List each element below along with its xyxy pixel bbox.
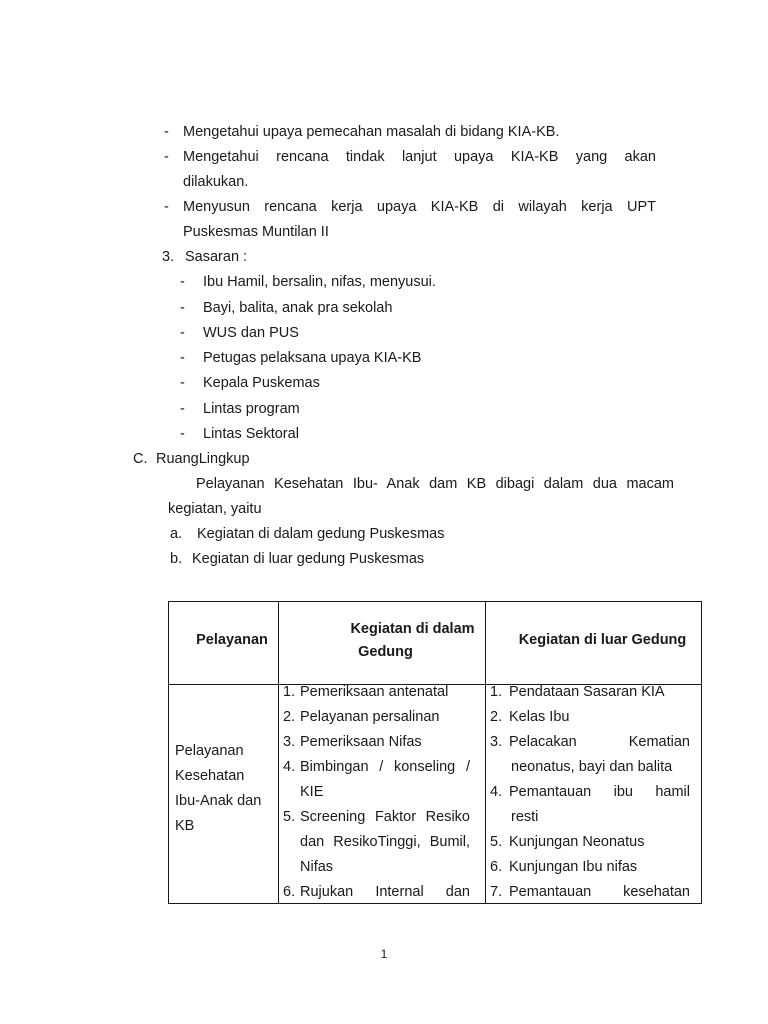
section-c-heading: RuangLingkup	[156, 451, 250, 467]
header-kegiatan-luar: Kegiatan di luar Gedung	[486, 602, 702, 685]
inside-activities-cell: 1. Pemeriksaan antenatal 2. Pelayanan persalinan 3. Pemeriksaan Nifas 4. Bimbingan / konseling / KIE 5. Screening Faktor Resiko dan ResikoTinggi, Bumil, Nifas 6. Rujukan Internal dan	[279, 685, 486, 904]
section-c-letter: C.	[133, 451, 148, 467]
sasaran-dash: -	[180, 325, 185, 341]
sasaran-item: Lintas Sektoral	[203, 426, 299, 442]
sasaran-dash: -	[180, 300, 185, 316]
objective-3-line-2: Puskesmas Muntilan II	[183, 224, 329, 240]
sasaran-item: Ibu Hamil, bersalin, nifas, menyusui.	[203, 274, 436, 290]
sasaran-item: Bayi, balita, anak pra sekolah	[203, 300, 393, 316]
row-label-cell: Pelayanan Kesehatan Ibu-Anak dan KB	[169, 685, 279, 904]
sasaran-dash: -	[180, 426, 185, 442]
header-pelayanan: Pelayanan	[169, 602, 279, 685]
objective-2-line-2: dilakukan.	[183, 174, 249, 190]
dash-3: -	[164, 199, 169, 215]
objective-2-line-1: Mengetahui rencana tindak lanjut upaya KIA-KB yang akan	[183, 149, 656, 165]
outside-activities-cell: 1. Pendataan Sasaran KIA 2. Kelas Ibu 3. Pelacakan Kematian neonatus, bayi dan balita 4. Pemantauan ibu hamil resti 5. Kunjungan Neonatus 6. Kunjungan Ibu nifas 7. Pemantauan kesehatan	[486, 685, 702, 904]
sasaran-item: Kepala Puskemas	[203, 375, 320, 391]
objective-3-line-1: Menyusun rencana kerja upaya KIA-KB di wilayah kerja UPT	[183, 199, 656, 215]
paragraph-line-2: kegiatan, yaitu	[168, 501, 262, 517]
sasaran-heading: Sasaran :	[185, 249, 248, 265]
sasaran-dash: -	[180, 274, 185, 290]
table-header-row	[169, 602, 702, 685]
sasaran-dash: -	[180, 375, 185, 391]
table-row	[169, 685, 702, 904]
list-letter-a: a.	[170, 526, 183, 542]
dash-1: -	[164, 124, 169, 140]
dash-2: -	[164, 149, 169, 165]
paragraph-line-1: Pelayanan Kesehatan Ibu- Anak dam KB dibagi dalam dua macam	[196, 476, 674, 492]
list-letter-b: b.	[170, 551, 183, 567]
sasaran-dash: -	[180, 350, 185, 366]
sasaran-number: 3.	[162, 249, 175, 265]
sasaran-item: Lintas program	[203, 401, 300, 417]
sasaran-dash: -	[180, 401, 185, 417]
list-item-b: Kegiatan di luar gedung Puskesmas	[192, 551, 425, 567]
objective-1-line-1: Mengetahui upaya pemecahan masalah di bidang KIA-KB.	[183, 124, 560, 140]
sasaran-item: Petugas pelaksana upaya KIA-KB	[203, 350, 422, 366]
kia-activity-table	[168, 601, 702, 904]
header-kegiatan-dalam: Kegiatan di dalam Gedung	[279, 602, 486, 685]
sasaran-item: WUS dan PUS	[203, 325, 299, 341]
list-item-a: Kegiatan di dalam gedung Puskesmas	[197, 526, 445, 542]
page-number: 1	[380, 947, 388, 961]
